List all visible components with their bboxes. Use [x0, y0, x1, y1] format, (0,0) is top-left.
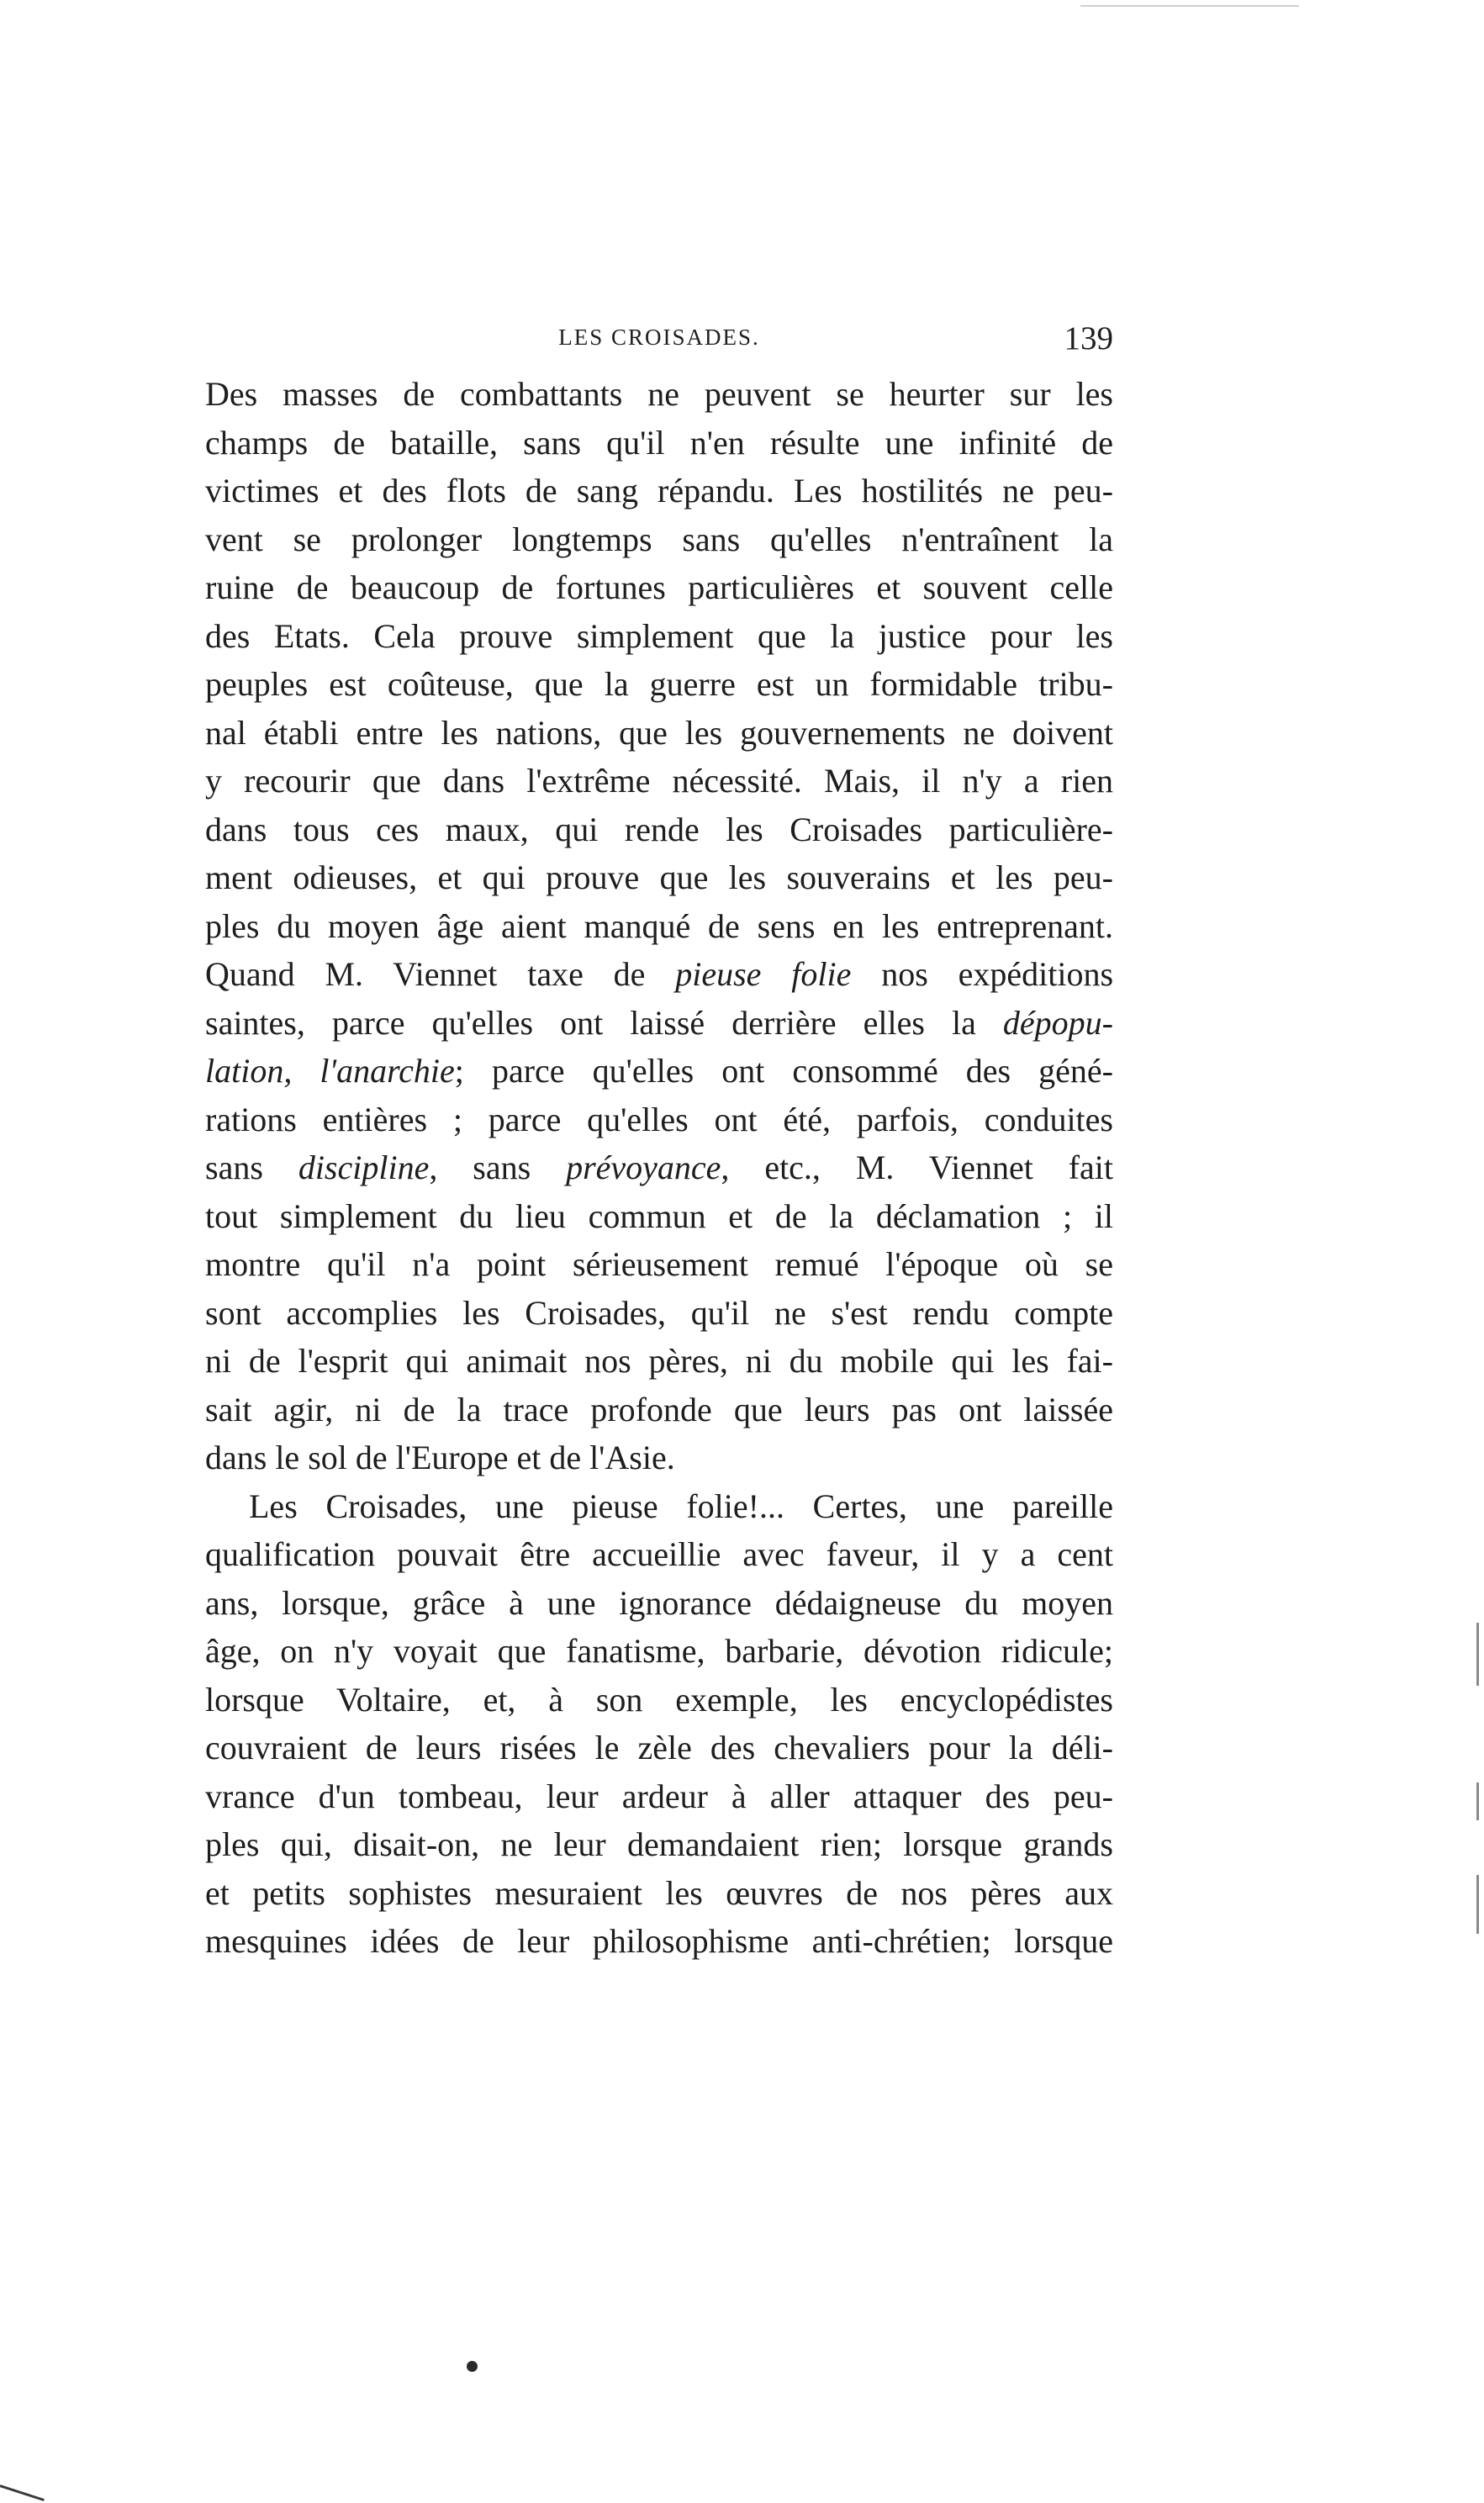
text-segment: ; parce qu'elles ont consommé des géné-	[454, 1052, 1114, 1090]
text-line: lorsque Voltaire, et, à son exemple, les encyclopédistes	[205, 1680, 1113, 1719]
italic-phrase: prévoyance	[566, 1149, 721, 1186]
text-line: vent se prolonger longtemps sans qu'elles n'entraînent la	[205, 520, 1113, 558]
corner-stroke	[0, 2485, 45, 2501]
ink-dot	[467, 2361, 478, 2372]
text-line	[205, 999, 1113, 1048]
text-line: nal établi entre les nations, que les gouvernements ne doivent	[205, 713, 1113, 752]
text-line	[205, 1143, 1113, 1192]
scan-edge-tick	[1476, 1875, 1479, 1934]
text-segment: sans	[205, 1149, 263, 1186]
italic-phrase: lation, l'anarchie	[205, 1052, 455, 1090]
italic-phrase: pieuse folie	[675, 955, 852, 993]
scan-edge-tick	[1476, 1623, 1479, 1686]
text-line: et petits sophistes mesuraient les œuvres de nos pères aux	[205, 1873, 1113, 1912]
text-line: dans tous ces maux, qui rende les Croisades particulière-	[205, 810, 1113, 848]
paragraph-2	[205, 1482, 1113, 1966]
text-segment: nos expéditions	[881, 955, 1114, 993]
text-line: champs de bataille, sans qu'il n'en résulte une infinité de	[205, 423, 1113, 462]
text-line: vrance d'un tombeau, leur ardeur à aller attaquer des peu-	[205, 1777, 1113, 1815]
text-line: ples du moyen âge aient manqué de sens en les entreprenant.	[205, 906, 1113, 945]
text-segment: , etc., M. Viennet fait	[721, 1149, 1114, 1186]
text-segment: Quand M. Viennet taxe de	[205, 955, 646, 993]
page-number: 139	[1064, 320, 1113, 356]
scan-edge-line	[1080, 5, 1299, 7]
page-header	[205, 319, 1113, 362]
text-line: âge, on n'y voyait que fanatisme, barbarie, dévotion ridicule;	[205, 1632, 1113, 1670]
text-line: sait agir, ni de la trace profonde que leurs pas ont laissée	[205, 1390, 1113, 1428]
text-segment: , sans	[429, 1149, 531, 1186]
text-line	[205, 1047, 1113, 1096]
text-line: rations entières ; parce qu'elles ont été, parfois, conduites	[205, 1100, 1113, 1138]
text-line: ment odieuses, et qui prouve que les souverains et les peu-	[205, 858, 1113, 896]
text-line: peuples est coûteuse, que la guerre est un formidable tribu-	[205, 665, 1113, 703]
text-line: dans le sol de l'Europe et de l'Asie.	[205, 1439, 675, 1476]
text-line	[205, 950, 1113, 999]
text-line: y recourir que dans l'extrême nécessité. Mais, il n'y a rien	[205, 762, 1113, 800]
paragraph-1	[205, 370, 1113, 1482]
text-line: victimes et des flots de sang répandu. Les hostilités ne peu-	[205, 472, 1113, 510]
text-line: ruine de beaucoup de fortunes particulières et souvent celle	[205, 568, 1113, 606]
text-line: ples qui, disait-on, ne leur demandaient rien; lorsque grands	[205, 1825, 1113, 1863]
text-line: Des masses de combattants ne peuvent se heurter sur les	[205, 375, 1113, 413]
italic-phrase: discipline	[298, 1149, 430, 1186]
text-line: tout simplement du lieu commun et de la déclamation ; il	[205, 1196, 1113, 1235]
text-segment: saintes, parce qu'elles ont laissé derrière elles la	[205, 1003, 976, 1042]
text-line: ni de l'esprit qui animait nos pères, ni du mobile qui les fai-	[205, 1342, 1113, 1380]
text-line: montre qu'il n'a point sérieusement remué l'époque où se	[205, 1245, 1113, 1283]
body-text	[205, 370, 1113, 1966]
text-line: couvraient de leurs risées le zèle des chevaliers pour la déli-	[205, 1729, 1113, 1766]
text-line: des Etats. Cela prouve simplement que la justice pour les	[205, 616, 1113, 655]
text-line: mesquines idées de leur philosophisme anti-chrétien; lorsque	[205, 1922, 1113, 1960]
scan-edge-tick	[1476, 1782, 1479, 1820]
italic-phrase: dépopu-	[1002, 1003, 1113, 1042]
running-head: LES CROISADES.	[558, 325, 760, 350]
text-line: Les Croisades, une pieuse folie!... Certes, une pareille	[249, 1486, 1113, 1525]
text-line: sont accomplies les Croisades, qu'il ne s'est rendu compte	[205, 1293, 1113, 1332]
text-line: qualification pouvait être accueillie avec faveur, il y a cent	[205, 1535, 1113, 1573]
text-line: ans, lorsque, grâce à une ignorance dédaigneuse du moyen	[205, 1583, 1113, 1622]
